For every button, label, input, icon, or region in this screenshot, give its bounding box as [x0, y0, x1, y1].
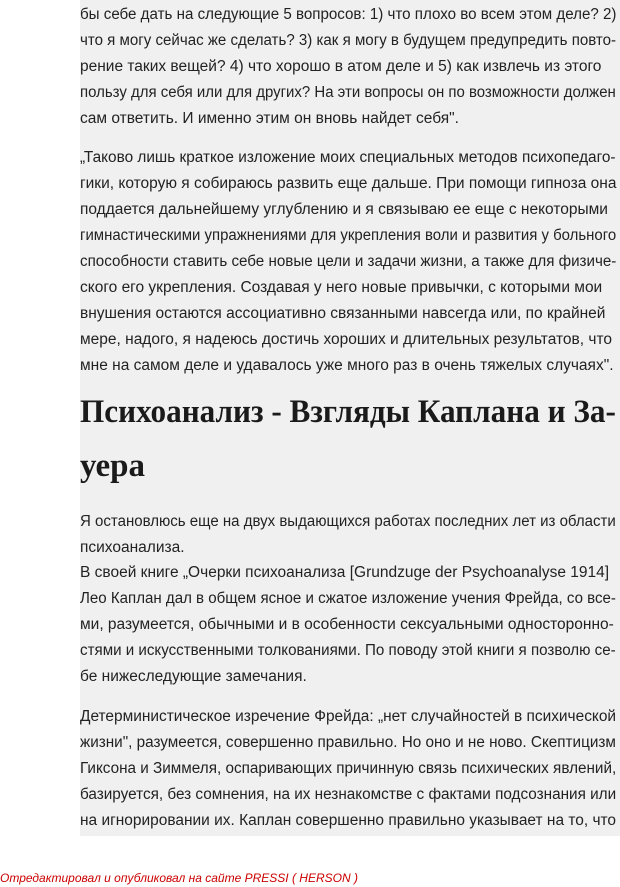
text-line: Детерминистическое изречение Фрейда: „нет случайностей в психической	[80, 708, 617, 725]
text-line: стями и искусственными толкованиями. По поводу этой книги я позволю се-	[80, 642, 616, 659]
text-line: Лео Каплан дал в общем ясное и сжатое изложение учения Фрейда, со все-	[80, 590, 616, 607]
text-line: мере, надого, я надеюсь достичь хороших и длительных результатов, что	[80, 331, 613, 348]
section-heading: уера	[80, 448, 145, 484]
text-line: ского его укрепления. Создавая у него новые привычки, с которыми мои	[80, 279, 603, 296]
text-line: гики, которую я собираюсь развить еще дальше. При помощи гипноза она	[80, 175, 617, 192]
text-line: бе нижеследующие замечания.	[80, 668, 307, 685]
text-line: сам ответить. И именно этим он вновь найдет себя".	[80, 110, 459, 127]
text-line: психоанализа.	[80, 539, 185, 556]
text-line: „Таково лишь краткое изложение моих специальных методов психопедаго-	[80, 149, 616, 166]
section-heading: Психоанализ - Взгляды Каплана и За-	[80, 394, 616, 430]
text-line: внушения остаются ассоциативно связанными навсегда или, по крайней	[80, 305, 606, 322]
footer-credit: Отредактировал и опубликовал на сайте PRESSI ( HERSON )	[0, 871, 358, 885]
document-page	[80, 0, 620, 836]
text-line: ми, разумеется, обычными и в особенности сексуальными односторонно-	[80, 616, 614, 633]
text-line: поддается дальнейшему углублению и я связываю ее еще с некоторыми	[80, 201, 608, 218]
text-line: В своей книге „Очерки психоанализа [Grundzuge der Psychoanalyse 1914]	[80, 564, 610, 581]
text-line: на игнорировании их. Каплан совершенно правильно указывает на то, что	[80, 812, 617, 829]
text-line: пользу для себя или для других? На эти вопросы он по возможности должен	[80, 84, 616, 101]
text-line: Гиксона и Зиммеля, оспаривающих причинную связь психических явлений,	[80, 760, 617, 777]
text-line: Я остановлюсь еще на двух выдающихся работах последних лет из области	[80, 513, 616, 530]
text-line: мне на самом деле и удавалось уже много раз в очень тяжелых случаях".	[80, 357, 614, 374]
text-line: что я могу сейчас же сделать? 3) как я могу в будущем предупредить повто-	[80, 32, 617, 49]
text-line: бы себе дать на следующие 5 вопросов: 1) что плохо во всем этом деле? 2)	[80, 6, 617, 23]
text-line: способности ставить себе новые цели и задачи жизни, а также для физиче-	[80, 253, 617, 270]
text-line: жизни", разумеется, совершенно правильно. Но оно и не ново. Скептицизм	[80, 734, 616, 751]
text-line: гимнастическими упражнениями для укрепления воли и развития у больного	[80, 227, 617, 244]
text-line: рение таких вещей? 4) что хорошо в атом деле и 5) как извлечь из этого	[80, 58, 602, 75]
text-line: базируется, без сомнения, на их незнакомстве с фактами подсознания или	[80, 786, 617, 803]
